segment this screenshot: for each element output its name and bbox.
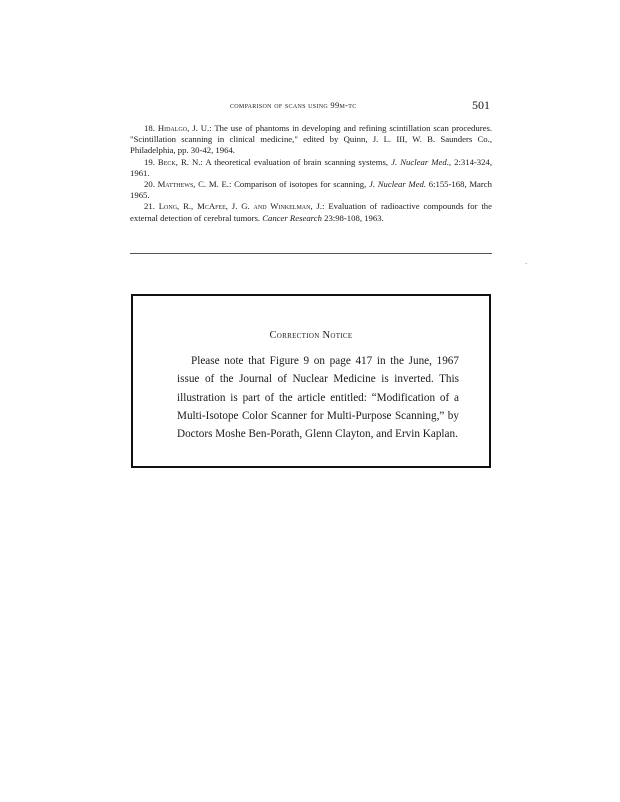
reference-item	[130, 157, 492, 179]
reference-number: 19.	[144, 156, 155, 167]
reference-item	[130, 179, 492, 201]
correction-notice-box	[131, 294, 491, 468]
reference-list	[130, 123, 492, 224]
reference-text: The use of phantoms in developing and refining scintillation scan procedures. "Scintillation scanning in clinical medicine," edited by Quinn, J. L. III, W. B. Saunders Co., Philadelphia, pp. 30-42, 1964.	[130, 123, 493, 156]
reference-text: Comparison of isotopes for scanning,	[231, 179, 369, 190]
notice-title: Correction Notice	[269, 330, 353, 341]
reference-item	[130, 201, 492, 223]
reference-authors: Matthews, C. M. E.:	[157, 179, 232, 190]
page-number: 501	[472, 98, 490, 112]
reference-number: 18.	[144, 123, 155, 133]
reference-text: Evaluation of radioactive compounds for the external detection of cerebral tumors.	[130, 201, 492, 223]
reference-text: 6:155-168, March 1965.	[130, 179, 493, 201]
reference-journal: J. Nuclear Med.,	[391, 156, 452, 167]
reference-item	[130, 123, 492, 157]
reference-journal: J. Nuclear Med.	[368, 179, 427, 190]
section-divider	[130, 253, 492, 254]
reference-authors: Hidalgo, J. U.:	[157, 123, 212, 133]
page-header	[130, 98, 490, 114]
reference-number: 20.	[144, 179, 155, 190]
reference-text: 23:98-108, 1963.	[321, 212, 384, 223]
running-head: comparison of scans using 99m-tc	[230, 100, 357, 110]
reference-authors: Beck, R. N.:	[157, 156, 203, 167]
notice-body: Please note that Figure 9 on page 417 in the June, 1967 issue of the Journal of Nuclear Medicine is inverted. This illustration is part of the article entitled: “Modification of a Multi-Isotope Color Scanner for Multi-Purpose Scanning,” by Doctors Moshe Ben-Porath, Glenn Clayton, and Ervin Kaplan.	[177, 355, 459, 441]
reference-text: 2:314-324, 1961.	[130, 156, 493, 178]
reference-number: 21.	[144, 201, 155, 212]
reference-text: A theoretical evaluation of brain scanning systems,	[202, 156, 392, 167]
stray-mark: ·	[525, 260, 528, 268]
reference-journal: Cancer Research	[262, 212, 322, 223]
reference-authors: Long, R., McAfee, J. G. and Winkelman, J.:	[158, 201, 325, 212]
